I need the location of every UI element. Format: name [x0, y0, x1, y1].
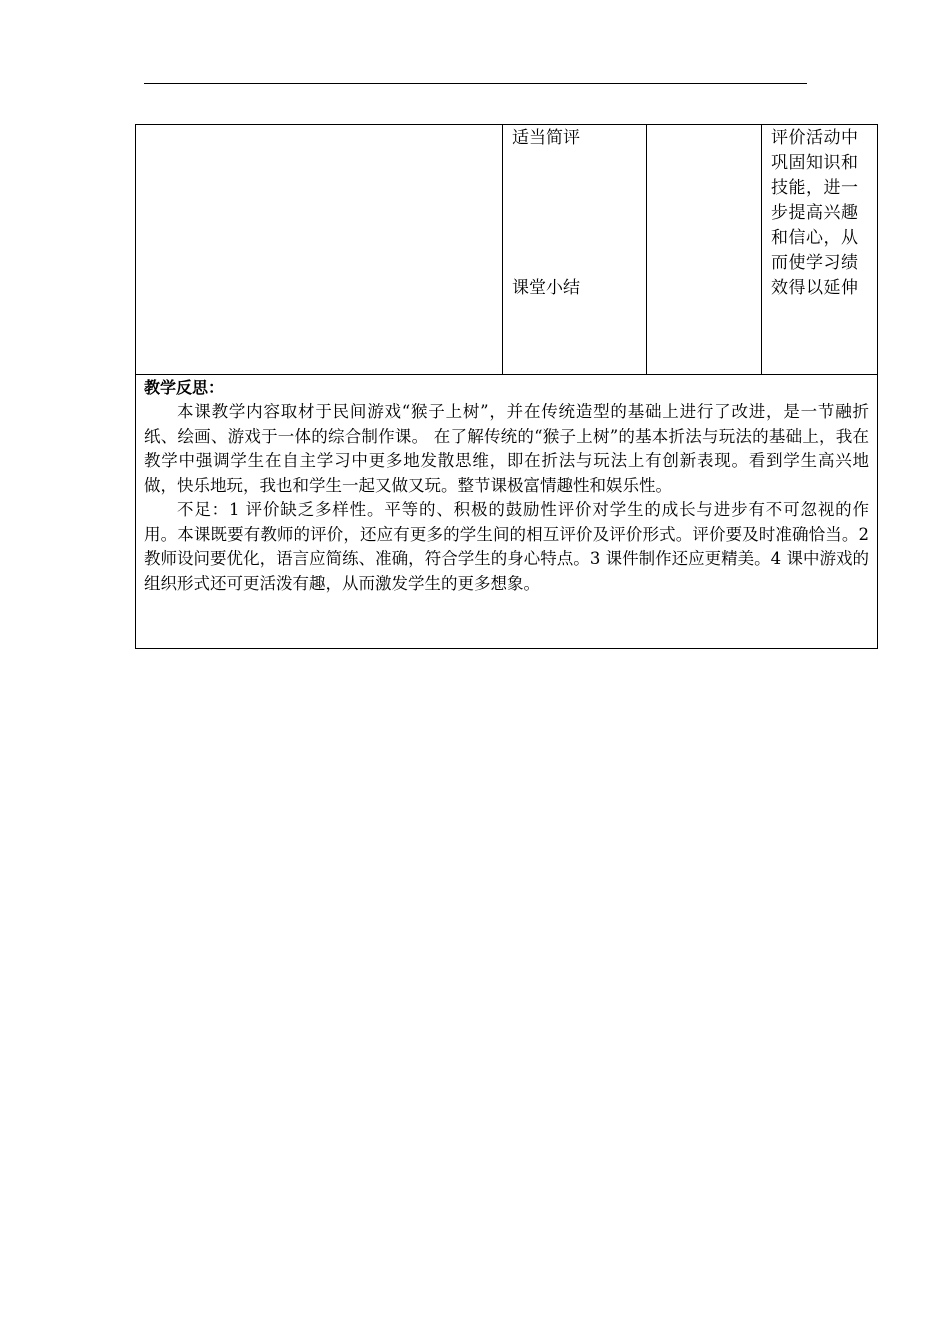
teaching-reflection-cell	[136, 375, 877, 648]
design-purpose-text: 评价活动中 巩固知识和 技能，进一 步提高兴趣 和信心，从 而使学习绩 效得以延伸	[771, 128, 859, 298]
header-rule	[144, 83, 807, 84]
reflection-paragraph-2: 不足：1 评价缺乏多样性。平等的、积极的鼓励性评价对学生的成长与进步有不可忽视的作用。本课既要有教师的评价，还应有更多的学生间的相互评价及评价形式。评价要及时准确恰当。2 教师设问要优化，语言应简练、准确，符合学生的身心特点。3 课件制作还应更精美。4 课中游戏的组织形式还可更活泼有趣，从而激发学生的更多想象。	[144, 500, 869, 593]
table-row-evaluation	[136, 125, 877, 375]
step-class-summary: 课堂小结	[512, 278, 580, 298]
reflection-heading: 教学反思：	[144, 378, 225, 397]
teaching-steps-cell	[503, 125, 647, 374]
design-purpose-cell	[762, 125, 877, 374]
reflection-paragraph-1: 本课教学内容取材于民间游戏“猴子上树”，并在传统造型的基础上进行了改进，是一节融折纸、绘画、游戏于一体的综合制作课。 在了解传统的“猴子上树”的基本折法与玩法的基础上，我在教学中强调学生在自主学习中更多地发散思维，即在折法与玩法上有创新表现。看到学生高兴地做，快乐地玩，我也和学生一起又做又玩。整节课极富情趣性和娱乐性。	[144, 402, 869, 495]
step-brief-review: 适当简评	[512, 128, 580, 148]
student-activity-cell	[647, 125, 762, 374]
teaching-content-cell	[136, 125, 503, 374]
lesson-plan-table	[135, 124, 878, 649]
